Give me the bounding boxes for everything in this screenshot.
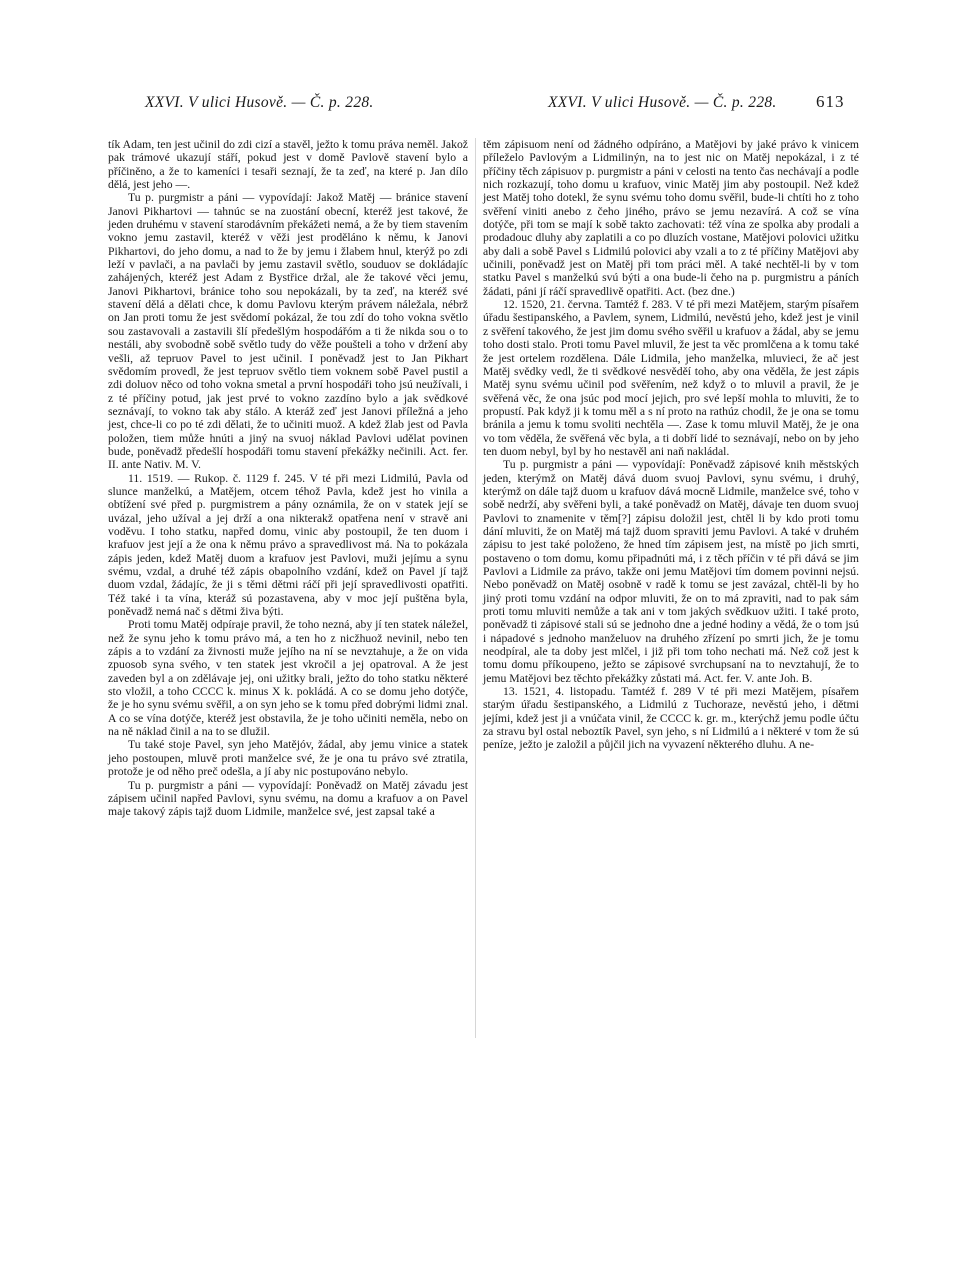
paragraph: Tu také stoje Pavel, syn jeho Matějóv, žádal, aby jemu vinice a statek jeho postoupen, mluvě proti manželce své, že je ona tu právo své ztratila, protože je od něho preč odešla, a jí aby nic postupováno nebylo. <box>108 738 468 779</box>
right-column <box>483 138 859 752</box>
column-divider <box>475 138 476 1038</box>
paragraph-entry-13: 13. 1521, 4. listopadu. Tamtéž f. 289 V té při mezi Matějem, písařem starým úřadu šestipanského, a Lidmilú z Tuchoraze, nevěstú jeho, i dětmi jejími, kdež jest ji a vnúčata vinil, že CCCC k. gr. m., kterýchž jemu podle účtu za stravu byl ostal neboztík Pavel, syn jeho, s ní Lidmilú a i některé v tom že sú peníze, ježto je založil a půjčil jich na vyvazení některého dluhu. A ne- <box>483 685 859 752</box>
paragraph: Proti tomu Matěj odpíraje pravil, že toho nezná, aby jí ten statek náležel, než že synu jeho k tomu právo má, a ten ho z nicžhuož nevinil, nebo ten zápis a to vzdání za živnosti muže jejího na ní se nevztahuje, a že on vida zpuosob syna svého, v ten statek jest vkročil a jej opatroval. A že jest zaveden byl a on zdělávaje jej, oni užitky brali, ježto do toho statku některé sto vložil, a toho CCCC k. minus X k. pokládá. A co se domu jeho dotýče, že je ho synu svému svěřil, a on syn jeho se k tomu před dobrými lidmi znal. A co se vína dotýče, kteréž jest obstavila, že je toho učiniti neměla, nebo on na ně náklad činil a na to se dlužil. <box>108 618 468 739</box>
paragraph: Tu p. purgmistr a páni — vypovídají: Jakož Matěj — bránice stavení Janovi Pikhartovi — tahnúc se na zuostání obecní, kteréž jest takové, že jeden druhému v stavení starodávním překážeti nemá, a že by tiem stavením vokno jemu zastavil, kteréž v věži jest proděláno k němu, k Janovi Pikhartovi, do jeho domu, a nad to že by jemu i žlabem hnul, kterýž po zdi leží v pavlači, a na pavlači by jemu zastavil světlo, souduov se dokládajíc zahájených, kteréž jest Adam z Bystřice držal, ale že takové věci jemu, Janovi Pikhartovi, bránice toho sou nepokázali, by ta zeď, na kteréž své stavení dělá a dělati chce, k domu Pavlovu kterým právem náležala, nébrž on Jan proti tomu že jest svědomí pokázal, že tou zdí do toho vokna světlo sou zastavovali a zastavili šlí předešlým hospodářóm a ti že nikda sou o to nestáli, aby svobodně sobě světlo tudy do věže poušteli a toho v držení aby vešli, až tepruov Pavel to jest učinil. I poněvadž jest to Jan Pikhart svědomím provedl, že jest tepruov světlo tiem voknem sobě Pavel pustil a zdi doluov něco od toho vokna smetal a první hospodáři toho jsú neužívali, i z té příčiny potud, jak jest prvé to vokno zazdíno bylo a jak svědkové seznávají, to vokno tak aby stálo. A kteráž zeď jest Janovi příležná a jeho jest, chce-li co po té zdi dělati, že to učiniti muož. A kdež žlab jest od Pavla položen, tiem může hnúti a jiný na svuoj náklad Pavlovi udělat povinen bude, poněvadž předešlí hospodáři tomu stavení překážky nečinili. Act. fer. II. ante Nativ. M. V. <box>108 191 468 472</box>
paragraph-entry-11: 11. 1519. — Rukop. č. 1129 f. 245. V té při mezi Lidmilú, Pavla od slunce manželkú, a Matějem, otcem téhož Pavla, kdež jest ho vinila a obtížení své před p. purgmistrem a pány oznámila, že on v statek její se uvázal, jeho užíval a jej drží a ona nikterakž opatřena není v stravě ani voděvu. I toho statku, napřed domu, vinic aby postoupil, že ten duom i krafuov jest její a že ona k němu právo a spravedlivost má. Na to pokázala zápis jeden, kdež Matěj duom a krafuov jest Pavlovi, muži jejímu a synu svému, vzdal, a druhé též zápis obapolního vzdání, kdež on Pavel jí tajž duom vzdal, žádajíc, že ji s těmi dětmi ráčí při její spravedlivosti opatřiti. Též také i ta vína, kteráž sú pozastavena, aby v moc její puštěna byla, poněvadž nemá nač s dětmi živa býti. <box>108 471 468 619</box>
running-header-right: XXVI. V ulici Husově. — Č. p. 228. <box>548 94 777 111</box>
page-number: 613 <box>816 92 845 111</box>
paragraph: Tu p. purgmistr a páni — vypovídají: Poněvadž on Matěj závadu jest zápisem učinil napřed Pavlovi, synu svému, na domu a krafuov a on Pavel maje takový zápis tajž duom Lidmile, manželce své, jest zapsal také a <box>108 778 468 819</box>
paragraph: tík Adam, ten jest učinil do zdi cizí a stavěl, ježto k tomu práva neměl. Jakož pak trámové ukazují stáří, pokud jest v domě Pavlově stavení bylo a příčiněno, a že to kameníci i tesaři seznají, že ta zeď, na které p. Jan dílo dělá, jest jeho —. <box>108 138 468 192</box>
paragraph-entry-12: 12. 1520, 21. června. Tamtéž f. 283. V té při mezi Matějem, starým písařem úřadu šestipanského, a Pavlem, synem, Lidmilú, nevěstú jeho, kdež jest je vinil z svěření takového, že jest jim domu svého svěřil u krafuov a žádal, aby se jemu toho dosti stalo. Proti tomu Pavel mluvil, že jest ta věc promlčena a k tomu také že jest ortelem rozdělena. Dále Lidmila, jeho manželka, mluvieci, že ač jest Matěj svědky vedl, že ti svědkové nesvěděí toho, aby ona věděla, že jest zápis Matěj synu svému učinil pod svěřením, než když o to mluvil a pravil, že je svěřená věc, že ona jsúc pod mocí jejich, pro své lepší mohla to mluviti, že to propustí. Pak když ji k tomu měl a s ní proto na rathúz chodil, že je ona se tomu bránila a jemu k tomu svoliti nechtěla —. Zase k tomu mluvil Matěj, že je ona vo tom věděla, že svěřená věc byla, a ti dobří lidé to seznávají, nebo on by jeho ten duom nebyl, byl by ho nestavěl ani naň nakládal. <box>483 298 859 458</box>
left-column <box>108 138 468 819</box>
running-header-left: XXVI. V ulici Husově. — Č. p. 228. <box>145 94 374 111</box>
paragraph: těm zápisuom není od žádného odpíráno, a Matějovi by jaké právo k vinicem příleželo Pavlovým a Lidmilinýn, na to jest nic on Matěj nepokázal, i z té příčiny těch zápisuov p. purgmistr a páni v celosti na tento čas nechávají a podle nich rozkazují, toho domu u krafuov, vinic Matěj jim aby postoupil. Než kdež jest Matěj toho dotekl, že synu svému toho domu svěřil, bude-li chtíti ho z toho svěření viniti anebo z čeho jiného, právo se jemu nezavírá. A což se vína dotýče, při tom se mají k sobě takto zachovati: též vína ze spolka aby prodali a prodadouc dluhy aby zaplatili a co po dluzích vostane, Matějovi polovici užitku aby dali a sobě Pavel s Lidmilú polovici aby vzali a to z té příčiny Matějovi aby učinili, poněvadž jest on Matěj při tom práci měl. A také nechtěl-li by v tom statku Pavel s manželkú svú býti a ona bude-li čeho na p. purgmistru a páních žádati, páni jí ráčí spravedlivě opatřiti. Act. (bez dne.) <box>483 138 859 298</box>
paragraph: Tu p. purgmistr a páni — vypovídají: Poněvadž zápisové knih městských jeden, kterýmž on Matěj dává duom svuoj Pavlovi, synu svému, i druhý, kterýmž on dále tajž duom u krafuov dává mocně Lidmile, manželce své, toho v sobě nedrží, aby svěřeni byli, a také poněvadž on Matěj, dávaje ten duom svuoj Pavlovi to znamenite v těm[?] zápisu doložil jest, chtěl li by kdo proti tomu dání mluviti, že on Matěj má tajž duom spraviti jemu Pavlovi. A také v druhém zápisu to jest také položeno, že hned tím zápisem jest, na místě po jich smrti, postaveno o tom domu, komu připadnúti má, i z těch příčin v té při dává se jim Pavlovi a Lidmile za právo, takže oni jemu Matějovi tím domem povinni nejsú. Nebo poněvadž on Matěj osobně v radě k tomu se jest zavázal, chtěl-li by ho jiný proti tomu vzdání na odpor mluviti, že on to má zpraviti, nad to pak sám proti tomu mluviti nemůže a tak ani v tom jakých svědkuov užiti. I také proto, poněvadž ti zápisové stali sú se jednoho dne a jedné hodiny a vědá, že o tom jsú i nápadové s jednoho manželuov na druhého zřízení po smrti jich, že je tomu neodpíral, ale ta doby jest mlčel, i již při tom toho nechati má. Než což jest k tomu domu příkoupeno, ježto se zápisové svrchupsaní na to nevztahují, že to jemu Matějovi bez těchto překážky zůstati má. Act. fer. V. ante Joh. B. <box>483 458 859 685</box>
